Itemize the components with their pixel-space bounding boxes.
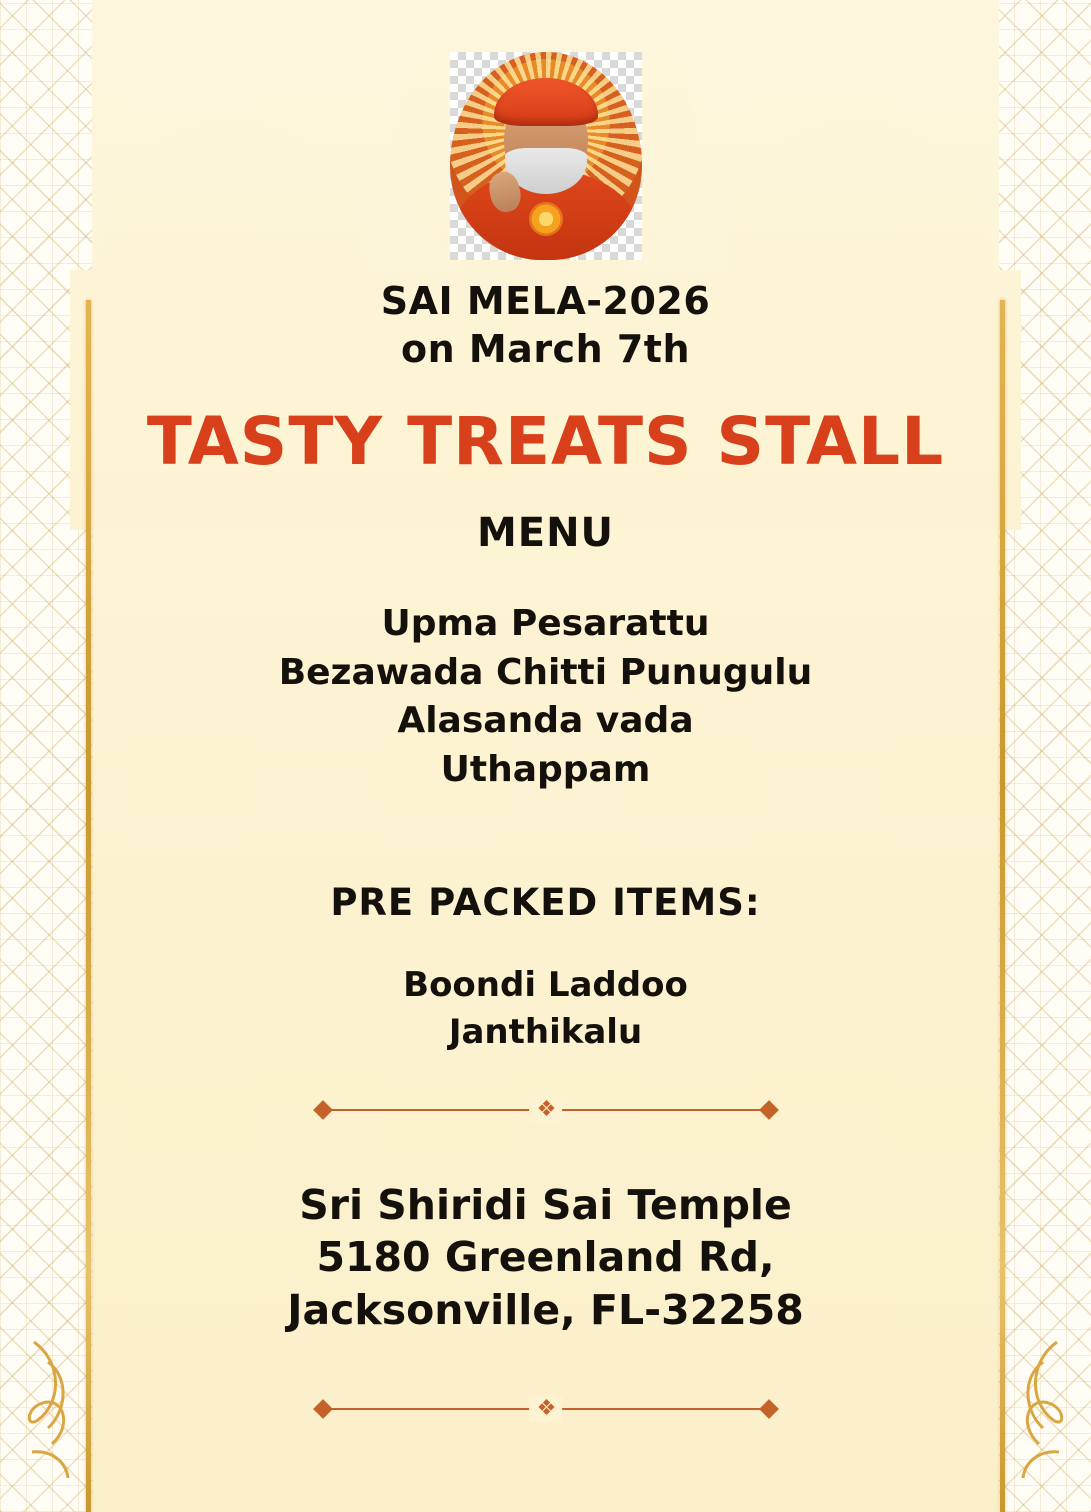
address-line: Sri Shiridi Sai Temple <box>299 1180 792 1229</box>
venue-address <box>0 1179 1091 1336</box>
sai-baba-image <box>450 52 642 260</box>
address-line: 5180 Greenland Rd, <box>316 1233 775 1282</box>
divider-top <box>316 1097 776 1123</box>
poster-content <box>0 278 1091 1422</box>
sai-baba-portrait-icon <box>450 52 642 260</box>
list-item: Alasanda vada <box>397 700 694 742</box>
list-item: Upma Pesarattu <box>381 603 710 645</box>
event-title-line2: on March 7th <box>400 326 691 371</box>
diamond-icon <box>759 1399 779 1419</box>
list-item: Uthappam <box>440 749 651 791</box>
list-item: Janthikalu <box>448 1012 643 1053</box>
event-title-line1: SAI MELA-2026 <box>380 279 711 323</box>
diamond-icon <box>313 1399 333 1419</box>
list-item: Bezawada Chitti Punugulu <box>278 651 813 693</box>
corner-flourish-icon <box>22 1332 118 1482</box>
event-title <box>0 278 1091 373</box>
flower-icon <box>529 202 563 236</box>
diamond-icon <box>759 1100 779 1120</box>
stall-title: TASTY TREATS STALL <box>146 403 945 480</box>
diamond-icon <box>313 1100 333 1120</box>
prepacked-heading: PRE PACKED ITEMS: <box>330 880 761 924</box>
list-item: Boondi Laddoo <box>403 964 688 1005</box>
divider-glyph-icon: ❖ <box>529 1097 563 1123</box>
address-line: Jacksonville, FL-32258 <box>287 1285 804 1334</box>
prepacked-item-list <box>0 962 1091 1057</box>
corner-flourish-icon <box>973 1332 1069 1482</box>
divider-bottom <box>316 1396 776 1422</box>
menu-item-list <box>0 600 1091 794</box>
menu-heading: MENU <box>476 510 615 557</box>
divider-glyph-icon: ❖ <box>529 1396 563 1422</box>
